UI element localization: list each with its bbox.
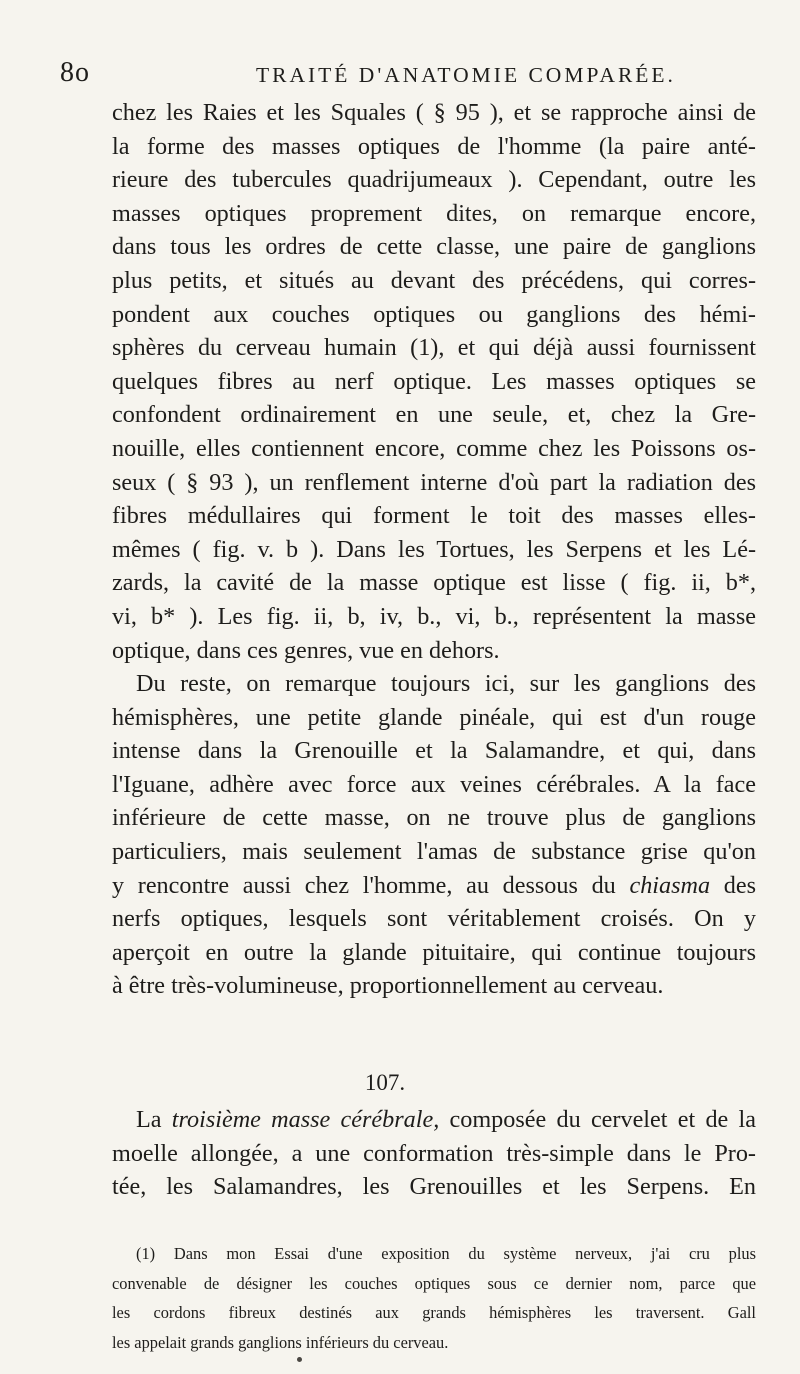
text-fragment: composée du cervelet et de la	[449, 1106, 756, 1133]
text-line: zards, la cavité de la masse optique est lisse ( fig. ii, b*,	[112, 569, 756, 597]
text-fragment: des	[723, 871, 757, 899]
text-line: hémisphères, une petite glande pinéale, qui est d'un rouge	[112, 703, 756, 731]
text-line: moelle allongée, a une conformation très-simple dans le Pro-	[112, 1139, 756, 1167]
text-line: chez les Raies et les Squales ( § 95 ), et se rapproche ainsi de	[112, 99, 756, 126]
text-line: pondent aux couches optiques ou ganglions des hémi-	[112, 300, 756, 328]
text-line: sphères du cerveau humain (1), et qui déjà aussi fournissent	[112, 334, 756, 362]
text-line: Du reste, on remarque toujours ici, sur les ganglions des	[136, 670, 756, 698]
page-number: 8o	[60, 57, 90, 88]
text-line: fibres médullaires qui forment le toit des masses elles-	[112, 502, 756, 530]
text-line: à être très-volumineuse, proportionnellement au cerveau.	[112, 972, 664, 1000]
text-line: tée, les Salamandres, les Grenouilles et les Serpens. En	[112, 1173, 756, 1201]
text-line: nouille, elles contiennent encore, comme chez les Poissons os-	[112, 434, 756, 462]
italic-term: chiasma	[629, 871, 711, 899]
text-fragment: La	[136, 1106, 162, 1133]
footnote-line: les cordons fibreux destinés aux grands hémisphères les traversent. Gall	[112, 1303, 756, 1322]
text-line: inférieure de cette masse, on ne trouve plus de ganglions	[112, 804, 756, 832]
running-head	[60, 58, 760, 94]
text-line: vi, b* ). Les fig. ii, b, iv, b., vi, b., représentent la masse	[112, 602, 756, 630]
main-text	[112, 96, 756, 1003]
text-line: plus petits, et situés au devant des précédens, qui corres-	[112, 266, 756, 294]
italic-term: troisième masse cérébrale,	[171, 1106, 440, 1133]
text-line: l'Iguane, adhère avec force aux veines cérébrales. A la face	[112, 770, 756, 798]
text-line: masses optiques proprement dites, on remarque encore,	[112, 199, 756, 227]
text-line: quelques fibres au nerf optique. Les masses optiques se	[112, 367, 756, 395]
footnote	[112, 1239, 756, 1357]
section-number-text: 107.	[364, 1070, 406, 1095]
ink-speck	[297, 1357, 302, 1362]
text-line: confondent ordinairement en une seule, et, chez la Gre-	[112, 401, 756, 429]
text-line: dans tous les ordres de cette classe, une paire de ganglions	[112, 233, 756, 261]
text-line: aperçoit en outre la glande pituitaire, qui continue toujours	[112, 938, 756, 966]
text-line: optique, dans ces genres, vue en dehors.	[112, 636, 500, 664]
text-line: nerfs optiques, lesquels sont véritablement croisés. On y	[112, 905, 756, 933]
section-number	[0, 1068, 800, 1098]
section-text	[112, 1103, 756, 1204]
text-line: seux ( § 93 ), un renflement interne d'où part la radiation des	[112, 468, 756, 496]
footnote-line: (1) Dans mon Essai d'une exposition du système nerveux, j'ai cru plus	[136, 1244, 756, 1263]
text-line: mêmes ( fig. v. b ). Dans les Tortues, les Serpens et les Lé-	[112, 535, 756, 563]
text-fragment: y rencontre aussi chez l'homme, au dessous du	[112, 871, 616, 899]
text-line	[112, 1103, 756, 1137]
running-title: TRAITÉ D'ANATOMIE COMPARÉE.	[256, 63, 676, 87]
footnote-line: les appelait grands ganglions inférieurs du cerveau.	[112, 1332, 449, 1352]
text-line: intense dans la Grenouille et la Salamandre, et qui, dans	[112, 737, 756, 765]
footnote-line: convenable de désigner les couches optiques sous ce dernier nom, parce que	[112, 1273, 756, 1293]
text-line: particuliers, mais seulement l'amas de substance grise qu'on	[112, 838, 756, 866]
text-line: rieure des tubercules quadrijumeaux ). Cependant, outre les	[112, 166, 756, 194]
text-line: la forme des masses optiques de l'homme (la paire anté-	[112, 132, 756, 160]
text-line	[112, 869, 756, 903]
